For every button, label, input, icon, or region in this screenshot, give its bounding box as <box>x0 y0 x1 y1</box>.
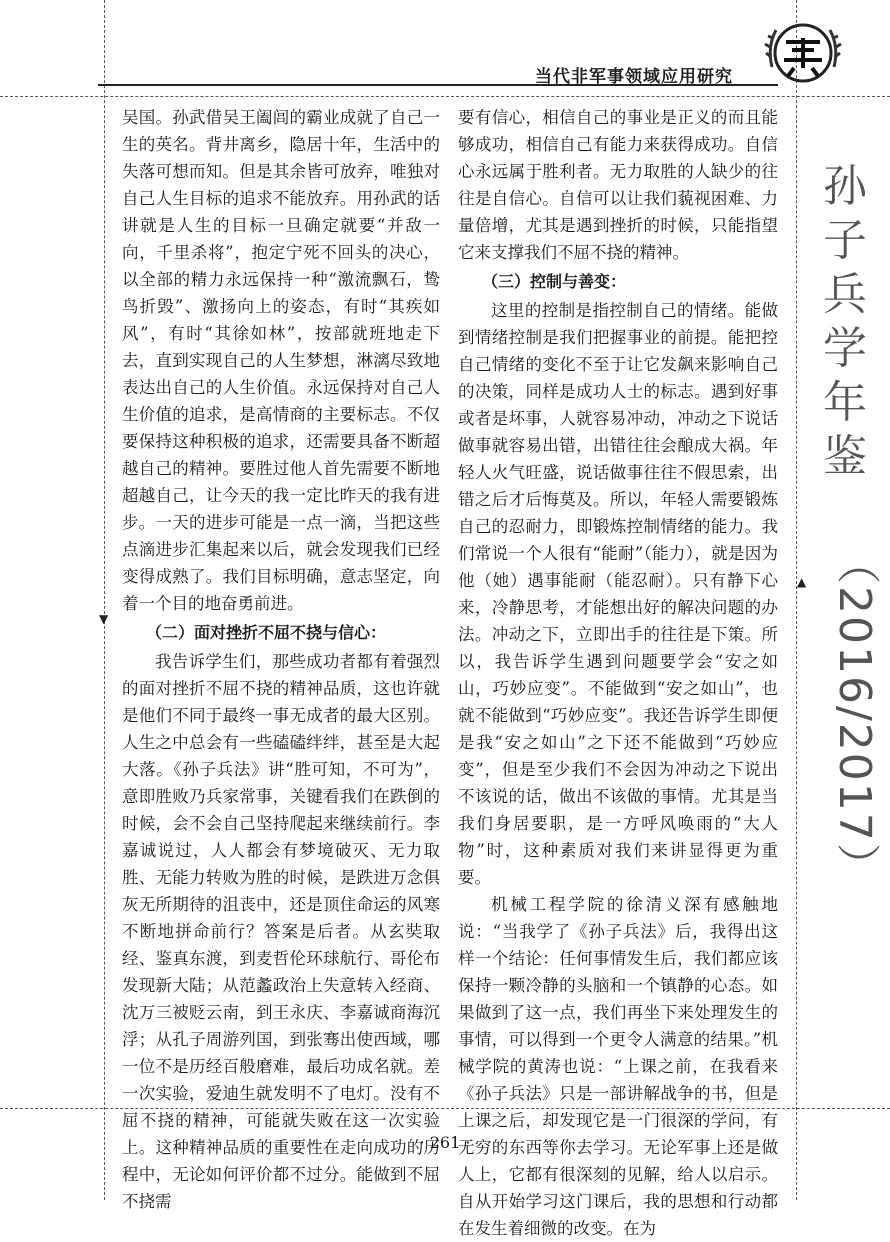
side-title-char: 子 <box>823 215 867 266</box>
yearbook-side-year: （2016/2017） <box>829 540 880 889</box>
page-marker-down-icon: ▼ <box>99 612 109 626</box>
body-paragraph: 吴国。孙武借吴王阖闾的霸业成就了自己一生的英名。背井离乡，隐居十年，生活中的失落可想而知。但是其余皆可放弃，唯独对自己人生目标的追求不能放弃。用孙武的话讲就是人生的目标一旦确定就要“并敌一向，千里杀将”，抱定宁死不回头的决心，以全部的精力永远保持一种“激流飘石，鸷鸟折毁”、激扬向上的姿态，有时“其疾如风”，有时“其徐如林”，按部就班地走下去，直到实现自己的人生梦想，淋漓尽致地表达出自己的人生价值。永远保持对自己人生价值的追求，是高情商的主要标志。不仅要保持这种积极的追求，还需要具备不断超越自己的精神。要胜过他人首先需要不断地超越自己，让今天的我一定比昨天的我有进步。一天的进步可能是一点一滴，当把这些点滴进步汇集起来以后，就会发现我们已经变得成熟了。我们目标明确，意志坚定，向着一个目的地奋勇前进。 <box>122 108 440 613</box>
side-title-char: 孙 <box>823 161 867 212</box>
crop-guide-top <box>0 96 890 97</box>
section-heading: （三）控制与善变： <box>482 272 627 291</box>
side-title-char: 鉴 <box>823 431 867 482</box>
crop-guide-right <box>796 0 797 1200</box>
running-header-title: 当代非军事领域应用研究 <box>535 67 733 87</box>
section-heading: （二）面对挫折不屈不挠与信心： <box>146 623 387 642</box>
body-paragraph: 机械工程学院的徐清义深有感触地说：“当我学了《孙子兵法》后，我得出这样一个结论：任何事情发生后，我们都应该保持一颗冷静的头脑和一个镇静的心态。如果做到了这一点，我们再坐下来处理发生的事情，可以得到一个更令人满意的结果。”机械学院的黄涛也说：“上课之前，在我看来《孙子兵法》只是一部讲解战争的书，但是上课之后，却发现它是一门很深的学问，有无穷的东西等你去学习。无论军事上还是做人上，它都有很深刻的见解，给人以启示。自从开始学习这门课后，我的思想和行动都在发生着细微的改变。在为 <box>458 895 778 1238</box>
side-title-char: 学 <box>823 323 867 374</box>
header-rule <box>98 84 778 86</box>
yearbook-side-title <box>810 160 880 484</box>
seal-logo-icon <box>762 12 844 94</box>
right-text-column <box>458 104 778 1242</box>
body-paragraph: 我告诉学生们，那些成功者都有着强烈的面对挫折不屈不挠的精神品质，这也许就是他们不同于最终一事无成者的最大区别。人生之中总会有一些磕磕绊绊，甚至是大起大落。《孙子兵法》讲“胜可知，不可为”，意即胜败乃兵家常事，关键看我们在跌倒的时候，会不会自己坚持爬起来继续前行。李嘉诚说过，人人都会有梦境破灭、无力取胜、无能力转败为胜的时候，是跌进万念俱灰无所期待的沮丧中，还是顶住命运的风寒不断地拼命前行？答案是后者。从玄奘取经、鉴真东渡，到麦哲伦环球航行、哥伦布发现新大陆；从范蠡政治上失意转入经商、沈万三被贬云南，到王永庆、李嘉诚商海沉浮；从孔子周游列国，到张骞出使西域，哪一位不是历经百般磨难，最后功成名就。差一次实验，爱迪生就发明不了电灯。没有不屈不挠的精神，可能就失败在这一次实验上。这种精神品质的重要性在走向成功的历程中，无论如何评价都不过分。能做到不屈不挠需 <box>122 652 440 1211</box>
side-title-char: 兵 <box>823 269 867 320</box>
left-text-column <box>122 104 440 1215</box>
body-paragraph: 要有信心，相信自己的事业是正义的而且能够成功，相信自己有能力来获得成功。自信心永远属于胜利者。无力取胜的人缺少的往往是自信心。自信可以让我们藐视困难、力量倍增，尤其是遇到挫折的时候，只能指望它来支撑我们不屈不挠的精神。 <box>458 108 778 262</box>
page-marker-up-icon: ▲ <box>797 575 807 589</box>
side-title-char: 年 <box>823 377 867 428</box>
body-paragraph: 这里的控制是指控制自己的情绪。能做到情绪控制是我们把握事业的前提。能把控自己情绪的变化不至于让它发飙来影响自己的决策，同样是成功人士的标志。遇到好事或者是坏事，人就容易冲动，冲动之下说话做事就容易出错，出错往往会酿成大祸。年轻人火气旺盛，说话做事往往不假思索，出错之后才后悔莫及。所以，年轻人需要锻炼自己的忍耐力，即锻炼控制情绪的能力。我们常说一个人很有“能耐”（能力），就是因为他（她）遇事能耐（能忍耐）。只有静下心来，冷静思考，才能想出好的解决问题的办法。冲动之下，立即出手的往往是下策。所以，我告诉学生遇到问题要学会“安之如山，巧妙应变”。不能做到“安之如山”，也就不能做到“巧妙应变”。我还告诉学生即便是我“安之如山”之下还不能做到“巧妙应变”，但是至少我们不会因为冲动之下说出不该说的话，做出不该做的事情。尤其是当我们身居要职，是一方呼风唤雨的“大人物”时，这种素质对我们来讲显得更为重要。 <box>458 301 778 887</box>
crop-guide-left <box>104 0 105 1200</box>
page-number: · 261 · <box>419 1133 471 1152</box>
